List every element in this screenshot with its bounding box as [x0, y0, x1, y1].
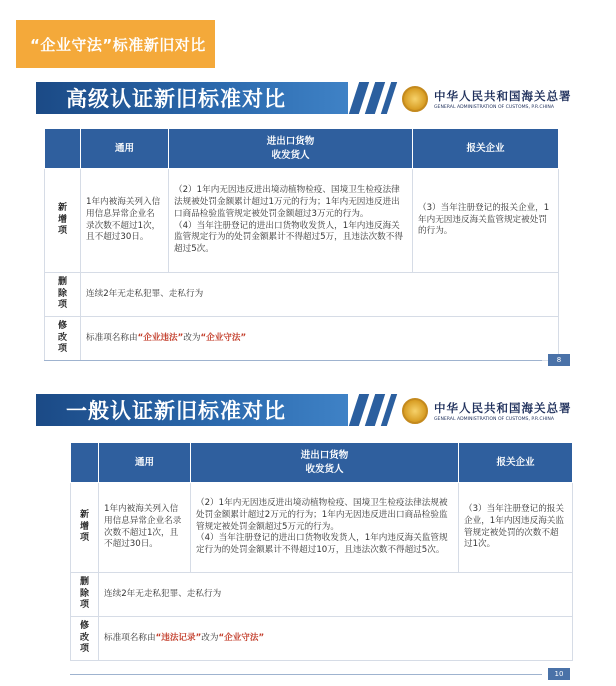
table-corner [45, 129, 81, 169]
row-label-new: 新增项 [45, 169, 81, 273]
comparison-table [44, 128, 559, 361]
cell-new-general: 1年内被海关列入信用信息异常企业名录次数不超过1次，且不超过30日。 [99, 483, 191, 573]
header-goods: 进出口货物 收发货人 [191, 443, 459, 483]
cell-new-goods: （2）1年内无因违反进出境动植物检疫、国境卫生检疫法律法规被处罚金额累计超过1万元的行为；1年内无因违反进出口商品检验监管规定被处罚金额超过3万元的行为。 （4）当年注册登记的进出口货物收发货人，1年内违反海关监管规定行为的处罚金额累计不得超过5万，且违法次数不得超过5次。 [169, 169, 413, 273]
cell-new-broker: （3）当年注册登记的报关企业，1年内无因违反海关监管规定被处罚的行为。 [413, 169, 559, 273]
slide-title-banner [36, 394, 394, 426]
header-goods: 进出口货物 收发货人 [169, 129, 413, 169]
customs-name-cn: 中华人民共和国海关总署 [434, 89, 572, 103]
customs-emblem-icon [402, 398, 428, 424]
slide-general-certification [36, 386, 578, 686]
cell-new-goods: （2）1年内无因违反进出境动植物检疫、国境卫生检疫法律法规被处罚金额累计超过2万元的行为；1年内无因违反进出口商品检验监管规定被处罚金额超过5万元的行为。 （4）当年注册登记的进出口货物收发货人，1年内违反海关监管规定行为的处罚金额累计不得超过10万，且违法次数不得超过5次。 [191, 483, 459, 573]
slide-title: 高级认证新旧标准对比 [36, 82, 348, 114]
customs-logo [402, 82, 572, 116]
table-row [71, 483, 573, 573]
table-row [71, 573, 573, 617]
slide-senior-certification [36, 74, 578, 372]
cell-deleted: 连续2年无走私犯罪、走私行为 [99, 573, 573, 617]
header-general: 通用 [99, 443, 191, 483]
cell-modified: 标准项名称由“违法记录”改为“企业守法” [99, 617, 573, 661]
row-label-modified: 修改项 [71, 617, 99, 661]
customs-logo [402, 394, 572, 428]
header-broker: 报关企业 [413, 129, 559, 169]
page-number: 8 [548, 354, 570, 366]
customs-name-en: GENERAL ADMINISTRATION OF CUSTOMS, P.R.CHINA [434, 417, 554, 422]
row-label-deleted: 删除项 [71, 573, 99, 617]
slide-title-banner [36, 82, 394, 114]
table-row [45, 169, 559, 273]
slide-title: 一般认证新旧标准对比 [36, 394, 348, 426]
table-row [45, 317, 559, 361]
header-broker: 报关企业 [459, 443, 573, 483]
cell-deleted: 连续2年无走私犯罪、走私行为 [81, 273, 559, 317]
page-number: 10 [548, 668, 570, 680]
cell-new-broker: （3）当年注册登记的报关企业，1年内因违反海关监管规定被处罚的次数不超过1次。 [459, 483, 573, 573]
table-row [71, 617, 573, 661]
table-row [45, 273, 559, 317]
cell-new-general: 1年内被海关列入信用信息异常企业名录次数不超过1次，且不超过30日。 [81, 169, 169, 273]
row-label-new: 新增项 [71, 483, 99, 573]
customs-name-en: GENERAL ADMINISTRATION OF CUSTOMS, P.R.CHINA [434, 105, 554, 110]
customs-name-cn: 中华人民共和国海关总署 [434, 401, 572, 415]
row-label-modified: 修改项 [45, 317, 81, 361]
customs-emblem-icon [402, 86, 428, 112]
cell-modified: 标准项名称由“企业违法”改为“企业守法” [81, 317, 559, 361]
article-tag: “企业守法”标准新旧对比 [16, 20, 215, 68]
table-corner [71, 443, 99, 483]
header-general: 通用 [81, 129, 169, 169]
comparison-table [70, 442, 573, 661]
row-label-deleted: 删除项 [45, 273, 81, 317]
